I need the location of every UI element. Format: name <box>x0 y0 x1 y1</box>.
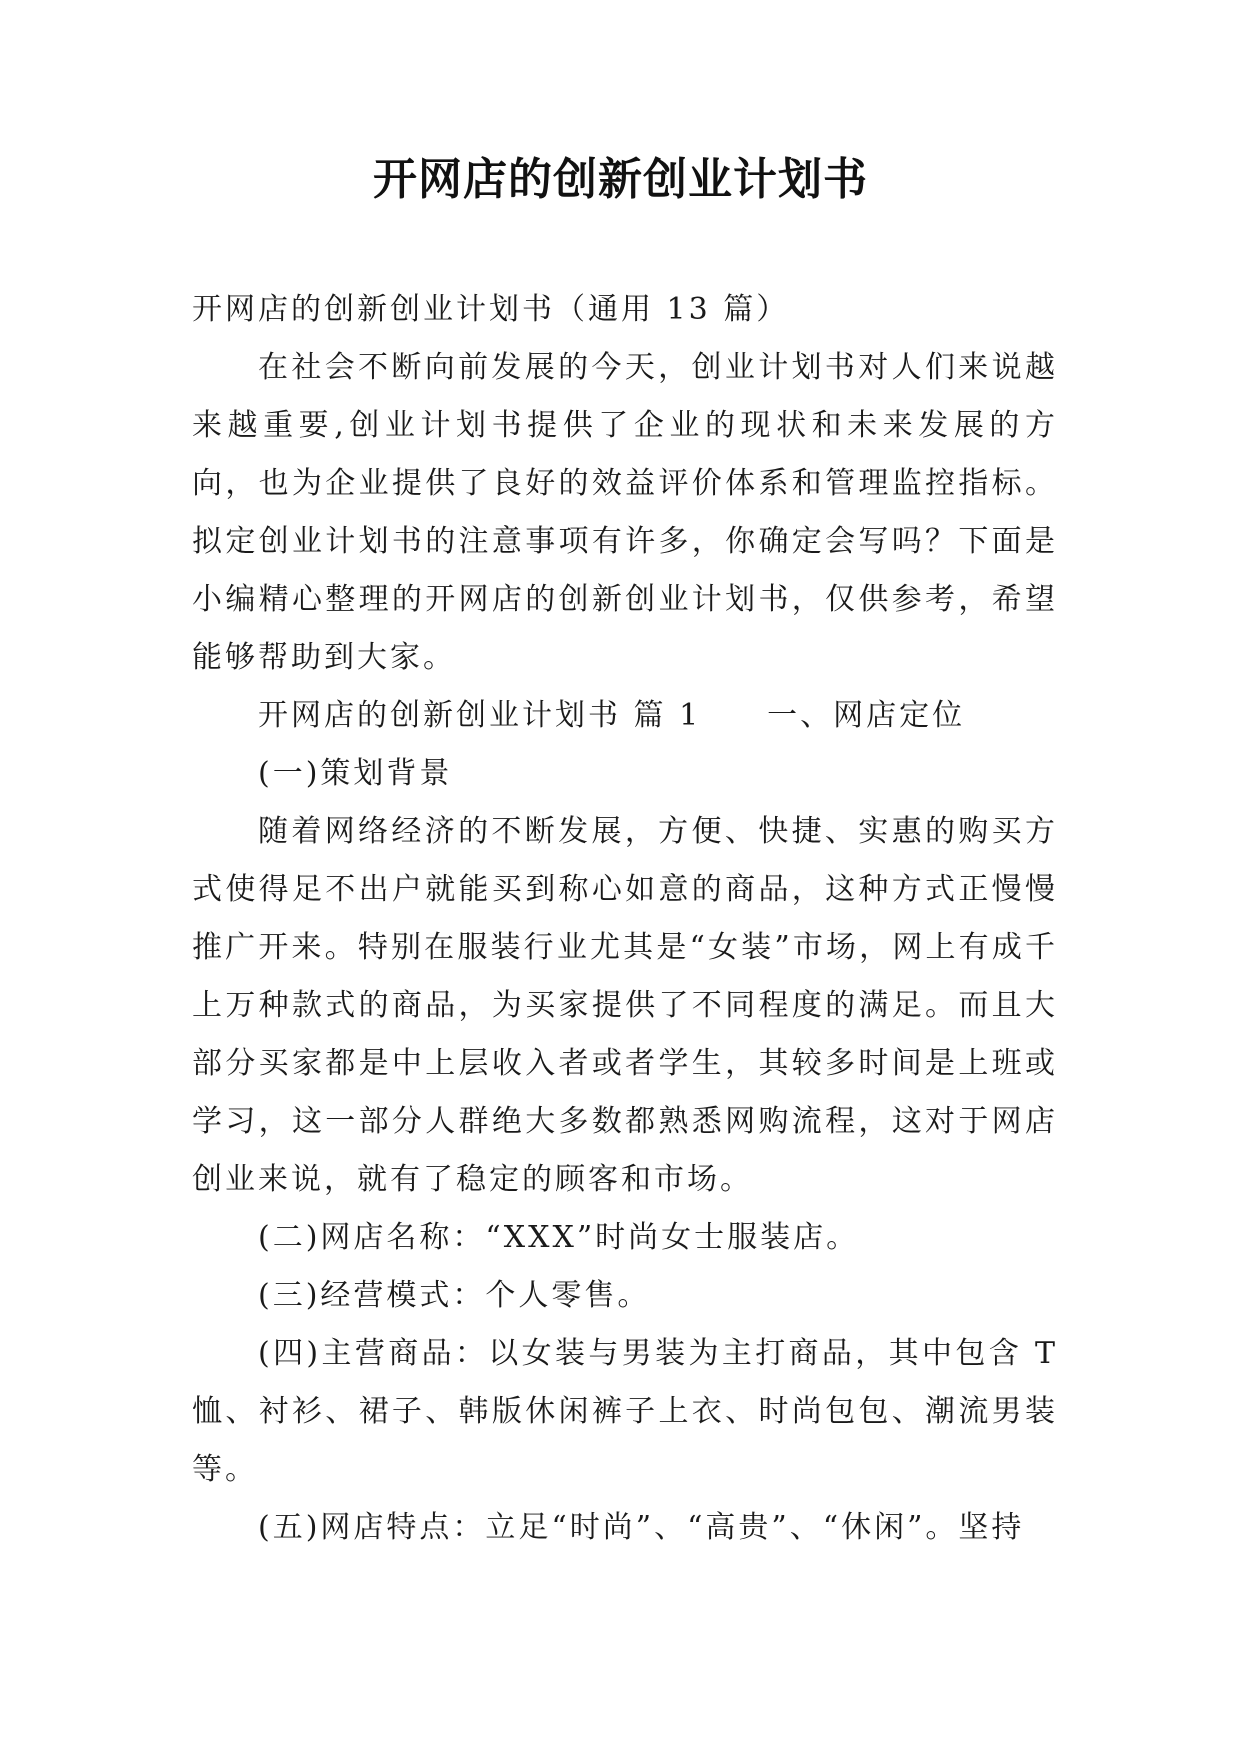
document-subtitle: 开网店的创新创业计划书（通用 13 篇） <box>192 292 790 327</box>
shop-name-paragraph: (二)网店名称：“XXX”时尚女士服装店。 <box>258 1220 860 1255</box>
part-heading-line <box>192 687 1058 745</box>
main-products-paragraph: (四)主营商品：以女装与男装为主打商品，其中包含 T 恤、衬衫、裙子、韩版休闲裤子上衣、时尚包包、潮流男装等。 <box>192 1336 1058 1487</box>
document-body <box>192 281 1058 1557</box>
business-model-paragraph: (三)经营模式：个人零售。 <box>258 1278 651 1313</box>
section-heading: 一、网店定位 <box>767 698 966 733</box>
subsection-background-title: (一)策划背景 <box>258 756 453 791</box>
shop-features-paragraph: (五)网店特点：立足“时尚”、“高贵”、“休闲”。坚持 <box>258 1510 1025 1545</box>
intro-paragraph: 在社会不断向前发展的今天，创业计划书对人们来说越来越重要,创业计划书提供了企业的现状和未来发展的方向，也为企业提供了良好的效益评价体系和管理监控指标。拟定创业计划书的注意事项有许多，你确定会写吗？下面是小编精心整理的开网店的创新创业计划书，仅供参考，希望能够帮助到大家。 <box>192 350 1058 675</box>
background-paragraph: 随着网络经济的不断发展，方便、快捷、实惠的购买方式使得足不出户就能买到称心如意的商品，这种方式正慢慢推广开来。特别在服装行业尤其是“女装”市场，网上有成千上万种款式的商品，为买家提供了不同程度的满足。而且大部分买家都是中上层收入者或者学生，其较多时间是上班或学习，这一部分人群绝大多数都熟悉网购流程，这对于网店创业来说，就有了稳定的顾客和市场。 <box>192 814 1058 1197</box>
part-heading: 开网店的创新创业计划书 篇 1 <box>258 698 702 733</box>
document-title: 开网店的创新创业计划书 <box>373 154 868 205</box>
